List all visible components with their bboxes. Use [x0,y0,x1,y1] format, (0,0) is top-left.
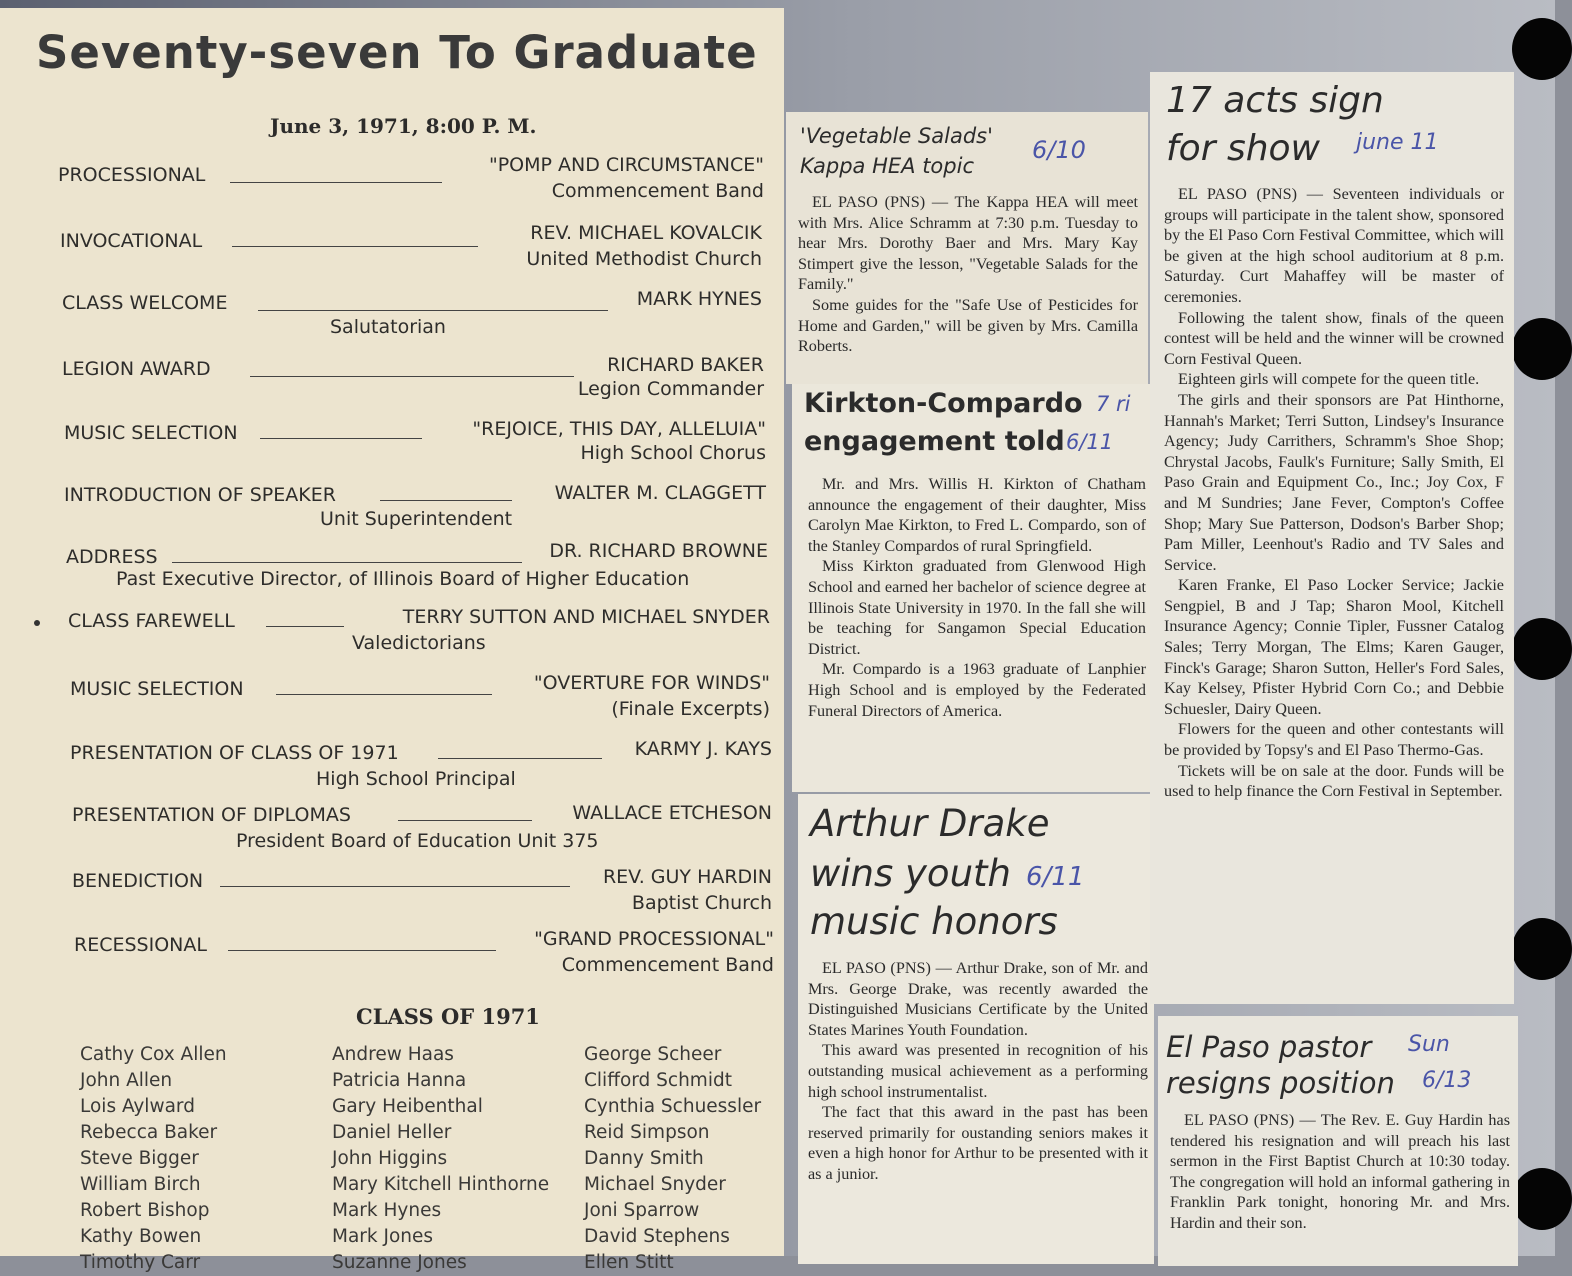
article-paragraph: Following the talent show, finals of the queen contest will be held and the winner will be crowned Corn Festival Queen. [1164,308,1504,368]
leader-line [220,886,570,887]
leader-line [260,438,422,439]
item-value: KARMY J. KAYS [634,738,772,760]
graduate-name: Suzanne Jones [332,1252,467,1273]
article-paragraph: The fact that this award in the past has been reserved primarily for oustanding seniors makes it even a high honor for Arthur to be presented with it as a junior. [808,1103,1148,1183]
handwritten-date: 6/13 [1422,1068,1472,1093]
item-value: WALLACE ETCHESON [572,802,772,824]
article-body [1170,1110,1510,1234]
item-subtitle: Commencement Band [561,954,774,976]
item-subtitle: Baptist Church [631,892,772,914]
headline: for show [1166,128,1320,169]
item-label: BENEDICTION [72,870,204,892]
clipping-17-acts [1150,72,1514,1004]
clipping-vegetable-salads [786,112,1148,384]
class-column [332,1042,549,1276]
class-heading: CLASS OF 1971 [356,1004,540,1029]
headline: 'Vegetable Salads' [800,124,993,148]
item-value: TERRY SUTTON AND MICHAEL SNYDER [402,606,770,628]
graduate-name: Rebecca Baker [80,1122,218,1143]
headline: resigns position [1166,1066,1395,1100]
item-label: MUSIC SELECTION [64,422,238,444]
handwritten-date: 6/10 [1032,136,1086,164]
clipping-arthur-drake [798,794,1154,1264]
item-label: PROCESSIONAL [58,164,206,186]
graduate-name: Andrew Haas [332,1044,454,1065]
graduate-name: Robert Bishop [80,1200,210,1221]
headline: music honors [810,900,1058,943]
article-body [798,192,1138,357]
item-label: RECESSIONAL [74,934,207,956]
item-label: MUSIC SELECTION [70,678,244,700]
item-subtitle: Commencement Band [551,180,764,202]
graduate-name: Gary Heibenthal [332,1096,483,1117]
item-value: REV. MICHAEL KOVALCIK [530,222,762,244]
handwritten-date: 6/11 [1066,430,1114,454]
item-label: ADDRESS [66,546,158,568]
item-value: "GRAND PROCESSIONAL" [534,928,774,950]
item-label: PRESENTATION OF CLASS OF 1971 [70,742,399,764]
item-subtitle: President Board of Education Unit 375 [236,830,599,852]
article-paragraph: Mr. and Mrs. Willis H. Kirkton of Chatham announce the engagement of their daughter, Miss Carolyn Mae Kirkton, to Fred L. Compardo, son of the Stanley Compardos of rural Springfield. [808,475,1146,555]
binder-hole [1512,18,1572,80]
item-label: INVOCATIONAL [60,230,203,252]
headline: Arthur Drake [810,802,1050,845]
clipping-kirkton-compardo [792,384,1152,792]
item-subtitle: Salutatorian [330,316,446,338]
item-subtitle: High School Chorus [580,442,766,464]
clipping-el-paso-pastor [1158,1016,1518,1266]
item-value: "OVERTURE FOR WINDS" [533,672,770,694]
handwritten-note: Sun [1408,1032,1450,1057]
item-label: INTRODUCTION OF SPEAKER [64,484,336,506]
leader-line [230,182,442,183]
leader-line [266,626,344,627]
headline: Kirkton-Compardo [804,388,1083,419]
article-paragraph: EL PASO (PNS) — Seventeen individuals or groups will participate in the talent show, sponsored by the El Paso Corn Festival Committee, which will be given at the high school auditorium at 8 p.m. Saturday. Curt Mahaffey will be master of ceremonies. [1164,185,1504,306]
item-value: "POMP AND CIRCUMSTANCE" [488,154,764,176]
article-paragraph: Flowers for the queen and other contestants will be provided by Topsy's and El Paso Thermo-Gas. [1164,720,1504,760]
program-title: Seventy-seven To Graduate [36,26,758,79]
item-value: REV. GUY HARDIN [602,866,772,888]
article-paragraph: Miss Kirkton graduated from Glenwood High School and earned her bachelor of science degree at Illinois State University in 1970. In the fall she will be teaching for Sangamon Special Education District. [808,557,1146,658]
handwritten-date: june 11 [1356,130,1439,155]
graduate-name: Mary Kitchell Hinthorne [332,1174,550,1195]
leader-line [380,500,512,501]
binder-hole [1512,318,1572,380]
graduate-name: Lois Aylward [80,1096,195,1117]
article-paragraph: The girls and their sponsors are Pat Hinthorne, Hannah's Market; Terri Sutton, Lindsey's Insurance Agency; Judy Carrithers, Schramm's Shoe Shop; Chrystal Jacobs, Faulk's Furniture; Sally Smith, El Paso Grain and Equipment Co., Inc.; Joy Cox, F and M Sundries; Jane Fever, Compton's Coffee Shop; Mary Sue Patterson, Dodson's Barber Shop; Pam Miller, Leenhout's Radio and TV Sales and Service. [1164,390,1504,574]
article-body [808,958,1148,1185]
graduate-name: Michael Snyder [584,1174,726,1195]
graduate-name: David Stephens [584,1226,730,1247]
leader-line [258,310,608,311]
article-paragraph: Karen Franke, El Paso Locker Service; Jackie Sengpiel, B and J Tap; Sharon Mool, Kitchell Insurance Agency; Connie Tipler, Fussner Catalog Sales; Terry Morgan, The Elms; Karen Gauger, Finck's Garage; Sharon Sutton, Heller's Ford Sales, Kay Kelsey, Pfister Hybrid Corn Co.; and Debbie Schuesler, Dairy Queen. [1164,576,1504,718]
graduate-name: Ellen Stitt [584,1252,674,1273]
article-paragraph: This award was presented in recognition of his outstanding musical achievement as a performing high school instrumentalist. [808,1041,1148,1101]
item-subtitle: (Finale Excerpts) [611,698,770,720]
item-value: MARK HYNES [636,288,762,310]
graduate-name: Joni Sparrow [584,1200,700,1221]
graduation-program [0,8,784,1273]
item-value: "REJOICE, THIS DAY, ALLELUIA" [472,418,766,440]
article-paragraph: EL PASO (PNS) — Arthur Drake, son of Mr. and Mrs. George Drake, was recently awarded the Distinguished Musicians Certificate by the United States Marines Youth Foundation. [808,959,1148,1039]
headline: engagement told [804,426,1065,457]
leader-line [250,376,574,377]
graduate-name: Daniel Heller [332,1122,452,1143]
class-column [584,1042,761,1276]
graduate-name: John Higgins [332,1148,448,1169]
article-paragraph: EL PASO (PNS) — The Kappa HEA will meet with Mrs. Alice Schramm at 7:30 p.m. Tuesday to hear Mrs. Dorothy Baer and Mrs. Mary Kay Stimpert give the lesson, "Vegetable Salads for the Family." [798,193,1138,294]
leader-line [172,562,522,563]
handwritten-date: 6/11 [1026,862,1085,892]
leader-line [398,820,532,821]
graduate-name: John Allen [80,1070,173,1091]
binder-hole [1512,618,1572,680]
item-label: CLASS FAREWELL [68,610,235,632]
item-label: CLASS WELCOME [62,292,228,314]
graduate-name: George Scheer [584,1044,722,1065]
article-body [808,474,1146,721]
headline: 17 acts sign [1166,80,1384,121]
program-date: June 3, 1971, 8:00 P. M. [270,114,537,138]
graduate-name: Kathy Bowen [80,1226,202,1247]
graduate-name: Mark Hynes [332,1200,442,1221]
headline: Kappa HEA topic [800,154,974,178]
article-paragraph: Tickets will be on sale at the door. Funds will be used to help finance the Corn Festival in September. [1164,761,1504,801]
graduate-name: Steve Bigger [80,1148,199,1169]
bullet-mark [34,620,40,626]
item-subtitle: High School Principal [316,768,516,790]
item-value: WALTER M. CLAGGETT [554,482,766,504]
graduate-name: Danny Smith [584,1148,704,1169]
item-value: DR. RICHARD BROWNE [549,540,768,562]
item-label: PRESENTATION OF DIPLOMAS [72,804,351,826]
article-body [1164,184,1504,802]
graduate-name: Timothy Carr [80,1252,201,1273]
item-label: LEGION AWARD [62,358,211,380]
article-paragraph: Eighteen girls will compete for the queen title. [1178,370,1480,389]
article-paragraph: EL PASO (PNS) — The Rev. E. Guy Hardin has tendered his resignation and will preach his last sermon in the First Baptist Church at 10:30 today. The congregation will hold an informal gathering in Franklin Park tonight, honoring Mr. and Mrs. Hardin and their son. [1170,1111,1510,1232]
handwritten-note: 7 ri [1096,392,1131,416]
item-subtitle: Legion Commander [577,378,764,400]
graduate-name: Patricia Hanna [332,1070,467,1091]
class-column [80,1042,227,1276]
leader-line [438,758,602,759]
graduate-name: William Birch [80,1174,201,1195]
graduate-name: Clifford Schmidt [584,1070,732,1091]
binder-hole [1512,1168,1572,1230]
item-subtitle: Unit Superintendent [320,508,513,530]
graduate-name: Cynthia Schuessler [584,1096,762,1117]
leader-line [276,694,492,695]
graduate-name: Cathy Cox Allen [80,1044,227,1065]
graduate-name: Mark Jones [332,1226,434,1247]
item-subtitle: Valedictorians [352,632,486,654]
headline: wins youth [810,852,1011,895]
leader-line [232,246,478,247]
graduate-name: Reid Simpson [584,1122,710,1143]
leader-line [228,950,496,951]
headline: El Paso pastor [1166,1030,1372,1064]
item-value: RICHARD BAKER [607,354,764,376]
item-subtitle: Past Executive Director, of Illinois Board of Higher Education [116,568,690,590]
article-paragraph: Some guides for the "Safe Use of Pesticides for Home and Garden," will be given by Mrs. Camilla Roberts. [798,295,1138,356]
item-subtitle: United Methodist Church [526,248,762,270]
binder-hole [1512,918,1572,980]
article-paragraph: Mr. Compardo is a 1963 graduate of Lanphier High School and is employed by the Federated Funeral Directors of America. [808,660,1146,720]
